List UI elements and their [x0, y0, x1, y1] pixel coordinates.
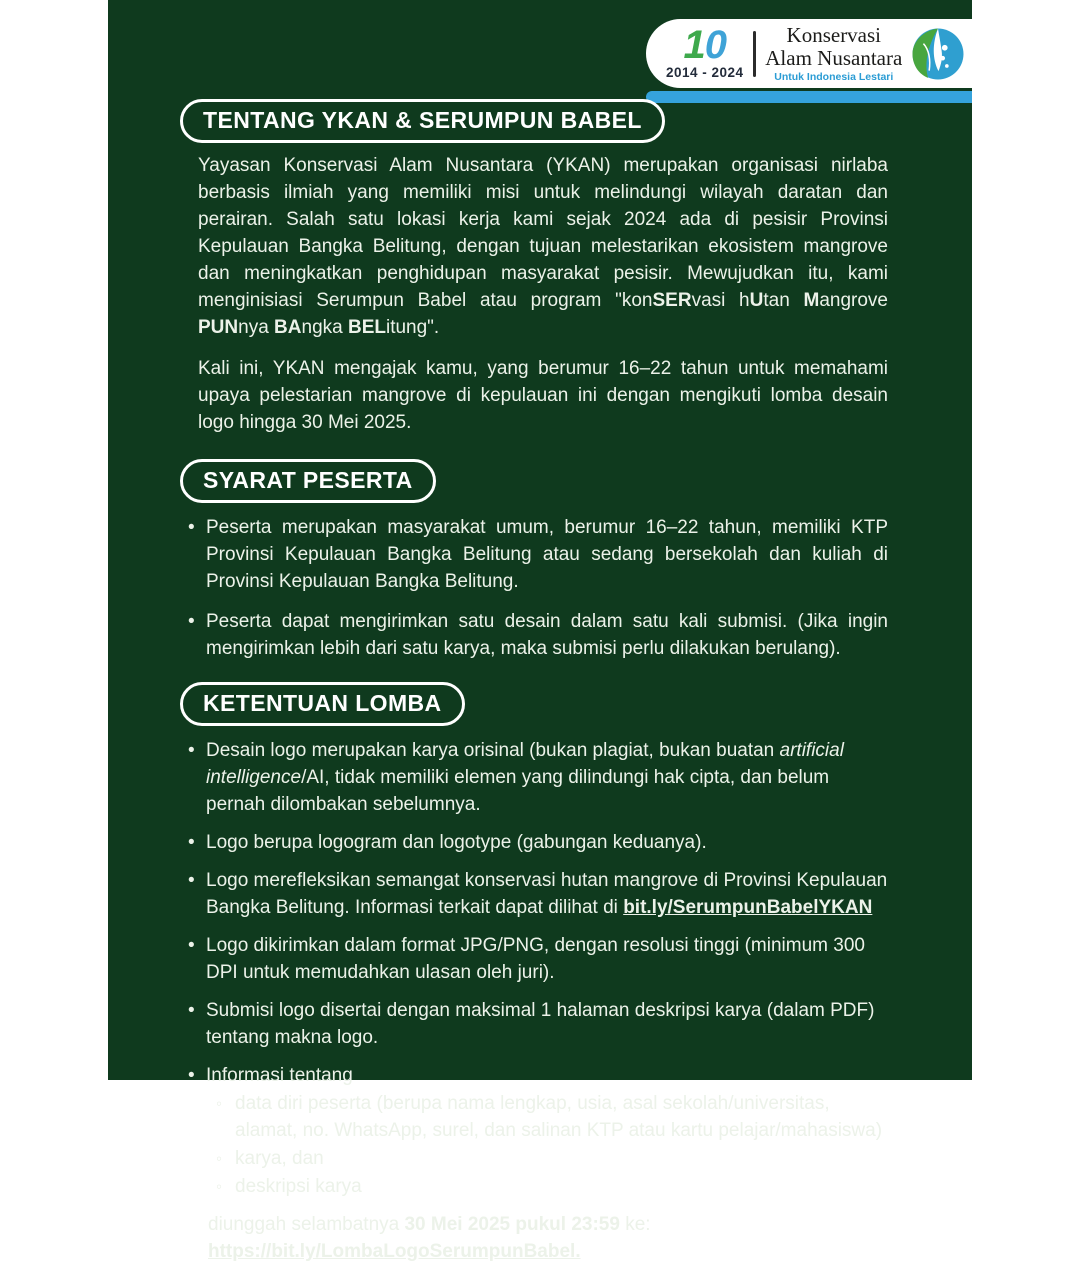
org-name-line1: Konservasi	[786, 23, 882, 48]
org-name-line2: Alam Nusantara	[765, 45, 903, 70]
text-segment: nya	[238, 317, 275, 338]
text-segment: U	[749, 290, 764, 311]
text-segment: angrove	[819, 290, 888, 311]
list-item	[180, 608, 888, 662]
text-segment: Peserta dapat mengirimkan satu desain dalam satu kali submisi. (Jika ingin mengirimkan lebih dari satu karya, maka submisi perlu dilakukan berulang).	[206, 611, 888, 659]
text-segment: itung".	[385, 317, 440, 338]
text-segment: Kali ini, YKAN mengajak kamu, yang berumur 16–22 tahun untuk memahami upaya pelestarian mangrove di kepulauan ini dengan mengikuti lomba desain logo hingga 30 Mei 2025.	[198, 358, 888, 433]
list-item	[180, 997, 888, 1051]
text-segment: PUN	[198, 317, 239, 338]
text-segment: ngka	[301, 317, 348, 338]
section-header-syarat: SYARAT PESERTA	[180, 459, 436, 503]
list-item	[180, 514, 888, 595]
sub-list-item	[206, 1090, 888, 1144]
text-segment: artificial intelligence	[206, 740, 844, 788]
serumpun-babel-info-link[interactable]: bit.ly/SerumpunBabelYKAN	[623, 897, 873, 918]
text-segment: SER	[652, 290, 692, 311]
list-item	[180, 737, 888, 818]
informasi-label	[206, 1065, 353, 1086]
text-segment: Peserta merupakan masyarakat umum, berumur 16–22 tahun, memiliki KTP Provinsi Kepulauan Bangka Belitung atau sedang bersekolah dan kuliah di Provinsi Kepulauan Bangka Belitung.	[206, 517, 888, 592]
list-item	[180, 932, 888, 986]
sub-list-item	[206, 1145, 888, 1172]
informasi-sub-list	[206, 1090, 888, 1200]
text-segment: Logo berupa logogram dan logotype (gabungan keduanya).	[206, 832, 707, 853]
submission-footer	[208, 1211, 888, 1265]
text-segment: BEL	[347, 317, 386, 338]
digit-zero: 0	[704, 22, 727, 67]
text-segment: data diri peserta (berupa nama lengkap, usia, asal sekolah/universitas, alamat, no. WhatsApp, surel, dan salinan KTP atau kartu pelajar/mahasiswa)	[235, 1093, 883, 1141]
text-segment: 30 Mei 2025 pukul 23:59	[404, 1214, 620, 1235]
section-header-tentang: TENTANG YKAN & SERUMPUN BABEL	[180, 99, 665, 143]
text-segment: /AI, tidak memiliki elemen yang dilindungi hak cipta, dan belum pernah dilombakan sebelumnya.	[206, 767, 830, 815]
anniversary-years: 2014 - 2024	[666, 64, 744, 80]
digit-one: 1	[683, 22, 705, 67]
text-segment: M	[803, 290, 820, 311]
tentang-paragraph-2	[180, 355, 888, 436]
text-segment: Informasi tentang	[206, 1065, 353, 1086]
text-segment: karya, dan	[235, 1148, 324, 1169]
text-segment: diunggah selambatnya	[208, 1214, 405, 1235]
text-segment: deskripsi karya	[235, 1176, 362, 1197]
sub-list-item	[206, 1173, 888, 1200]
text-segment: tan	[763, 290, 804, 311]
list-item-informasi	[180, 1062, 888, 1200]
text-segment: Logo merefleksikan semangat konservasi hutan mangrove di Provinsi Kepulauan Bangka Belitung. Informasi terkait dapat dilihat di	[206, 870, 888, 918]
syarat-bullet-list	[180, 514, 888, 662]
ketentuan-bullet-list	[180, 737, 888, 1200]
ykan-leaf-water-logo-icon	[912, 28, 964, 80]
list-item	[180, 829, 888, 856]
section-header-ketentuan: KETENTUAN LOMBA	[180, 682, 465, 726]
text-segment: Desain logo merupakan karya orisinal (bukan plagiat, bukan buatan	[206, 740, 780, 761]
text-segment: vasi h	[691, 290, 750, 311]
text-segment: Logo dikirimkan dalam format JPG/PNG, dengan resolusi tinggi (minimum 300 DPI untuk memudahkan ulasan oleh juri).	[206, 935, 865, 983]
poster-background	[108, 0, 972, 1262]
text-segment: Submisi logo disertai dengan maksimal 1 halaman deskripsi karya (dalam PDF) tentang makna logo.	[206, 1000, 875, 1048]
poster-content	[180, 0, 888, 1265]
text-segment: ke:	[619, 1214, 651, 1235]
list-item	[180, 867, 888, 921]
tentang-paragraph-1	[180, 152, 888, 341]
submission-link[interactable]: https://bit.ly/LombaLogoSerumpunBabel.	[208, 1241, 581, 1262]
text-segment: Yayasan Konservasi Alam Nusantara (YKAN) merupakan organisasi nirlaba berbasis ilmiah yang memiliki misi untuk melindungi wilayah daratan dan perairan. Salah satu lokasi kerja kami sejak 2024 ada di pesisir Provinsi Kepulauan Bangka Belitung, dengan tujuan melestarikan ekosistem mangrove dan meningkatkan penghidupan masyarakat pesisir. Mewujudkan itu, kami menginisiasi Serumpun Babel atau program "kon	[198, 155, 888, 311]
deadline-line	[208, 1211, 888, 1238]
text-segment: BA	[274, 317, 302, 338]
org-tagline: Untuk Indonesia Lestari	[774, 70, 894, 83]
